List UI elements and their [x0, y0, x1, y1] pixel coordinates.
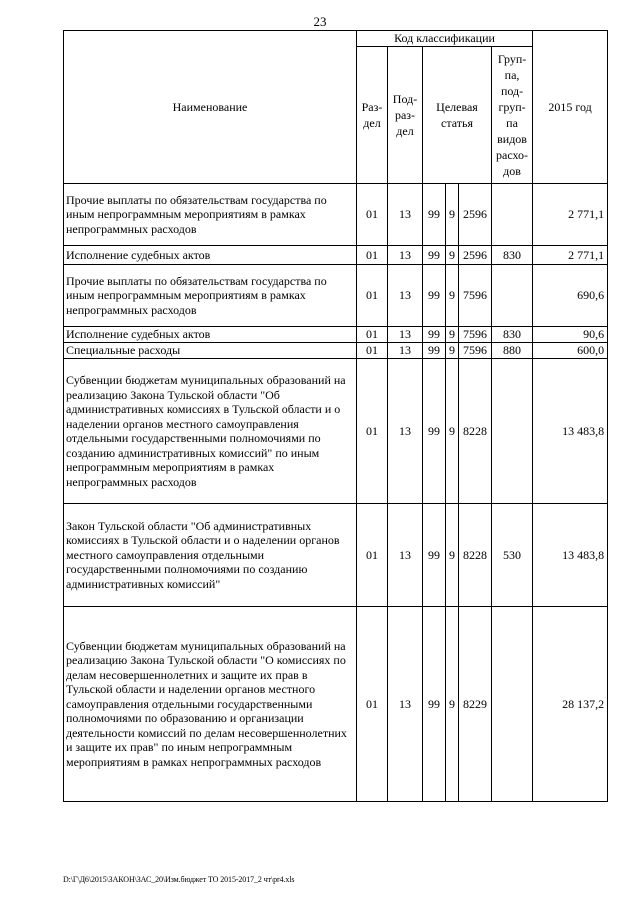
row-razdel: 01: [357, 504, 388, 607]
row-name: Субвенции бюджетам муниципальных образований на реализацию Закона Тульской области "Об административных комиссиях в Тульской области и о наделении органов местного самоуправления отдельными государственными полномочиями по созданию административных комиссий" по иным непрограммным мероприятиям в рамках непрограммных расходов: [64, 359, 357, 504]
row-cs1: 99: [423, 246, 446, 265]
row-cs2: 9: [446, 184, 459, 246]
row-cs3: 2596: [459, 184, 492, 246]
row-podrazdel: 13: [388, 504, 423, 607]
header-subsection: Под- раз- дел: [388, 47, 423, 184]
row-cs1: 99: [423, 359, 446, 504]
header-name: Наименование: [64, 31, 357, 184]
row-name: Прочие выплаты по обязательствам государства по иным непрограммным мероприятиям в рамках непрограммных расходов: [64, 184, 357, 246]
table-row: [64, 359, 608, 504]
header-target-article: Целевая статья: [423, 47, 492, 184]
row-cs1: 99: [423, 607, 446, 802]
row-cs2: 9: [446, 607, 459, 802]
row-podrazdel: 13: [388, 184, 423, 246]
header-row-top: [64, 31, 608, 47]
row-vr: [492, 359, 533, 504]
row-podrazdel: 13: [388, 607, 423, 802]
row-vr: [492, 265, 533, 327]
row-cs2: 9: [446, 246, 459, 265]
row-razdel: 01: [357, 265, 388, 327]
row-cs1: 99: [423, 265, 446, 327]
row-cs1: 99: [423, 343, 446, 359]
row-vr: [492, 184, 533, 246]
row-amount: 690,6: [533, 265, 608, 327]
row-amount: 28 137,2: [533, 607, 608, 802]
row-cs3: 8229: [459, 607, 492, 802]
row-razdel: 01: [357, 343, 388, 359]
row-vr: [492, 607, 533, 802]
row-cs2: 9: [446, 343, 459, 359]
row-name: Специальные расходы: [64, 343, 357, 359]
row-cs2: 9: [446, 504, 459, 607]
row-vr: 830: [492, 246, 533, 265]
row-cs3: 7596: [459, 343, 492, 359]
row-razdel: 01: [357, 246, 388, 265]
row-podrazdel: 13: [388, 343, 423, 359]
header-expense-group: Груп- па, под- груп- па видов расхо- дов: [492, 47, 533, 184]
header-section: Раз- дел: [357, 47, 388, 184]
row-cs3: 8228: [459, 359, 492, 504]
row-razdel: 01: [357, 607, 388, 802]
row-vr: 880: [492, 343, 533, 359]
row-cs1: 99: [423, 184, 446, 246]
row-cs3: 7596: [459, 265, 492, 327]
row-name: Исполнение судебных актов: [64, 246, 357, 265]
table-row: [64, 246, 608, 265]
row-cs3: 8228: [459, 504, 492, 607]
row-amount: 13 483,8: [533, 504, 608, 607]
table-row: [64, 265, 608, 327]
row-podrazdel: 13: [388, 246, 423, 265]
row-amount: 90,6: [533, 327, 608, 343]
budget-table: [63, 30, 608, 802]
row-cs2: 9: [446, 327, 459, 343]
row-razdel: 01: [357, 359, 388, 504]
row-cs3: 7596: [459, 327, 492, 343]
table-row: [64, 327, 608, 343]
row-name: Субвенции бюджетам муниципальных образований на реализацию Закона Тульской области "О комиссиях по делам несовершеннолетних и защите их прав в Тульской области и наделении органов местного самоуправления отдельными государственными полномочиями по образованию и организации деятельности комиссий по делам несовершеннолетних и защите их прав" по иным непрограммным мероприятиям в рамках непрограммных расходов: [64, 607, 357, 802]
row-name: Исполнение судебных актов: [64, 327, 357, 343]
row-cs1: 99: [423, 327, 446, 343]
row-cs2: 9: [446, 359, 459, 504]
table-row: [64, 607, 608, 802]
row-cs3: 2596: [459, 246, 492, 265]
row-cs2: 9: [446, 265, 459, 327]
row-razdel: 01: [357, 184, 388, 246]
row-vr: 530: [492, 504, 533, 607]
page-number: 23: [313, 14, 327, 29]
row-podrazdel: 13: [388, 265, 423, 327]
row-amount: 13 483,8: [533, 359, 608, 504]
row-name: Прочие выплаты по обязательствам государства по иным непрограммным мероприятиям в рамках непрограммных расходов: [64, 265, 357, 327]
table-row: [64, 184, 608, 246]
row-podrazdel: 13: [388, 327, 423, 343]
row-razdel: 01: [357, 327, 388, 343]
row-name: Закон Тульской области "Об административных комиссиях в Тульской области и о наделении органов местного самоуправления отдельными государственными полномочиями по созданию административных комиссий": [64, 504, 357, 607]
header-year: 2015 год: [533, 31, 608, 184]
row-amount: 600,0: [533, 343, 608, 359]
row-vr: 830: [492, 327, 533, 343]
row-amount: 2 771,1: [533, 184, 608, 246]
row-podrazdel: 13: [388, 359, 423, 504]
table-row: [64, 343, 608, 359]
row-amount: 2 771,1: [533, 246, 608, 265]
table-row: [64, 504, 608, 607]
file-path-footer: D:\Г\Д6\2015\ЗАКОН\ЗАС_20\Изм.бюджет ТО 2015-2017_2 чт\pr4.xls: [63, 875, 295, 884]
row-cs1: 99: [423, 504, 446, 607]
header-classification: Код классификации: [357, 31, 533, 47]
